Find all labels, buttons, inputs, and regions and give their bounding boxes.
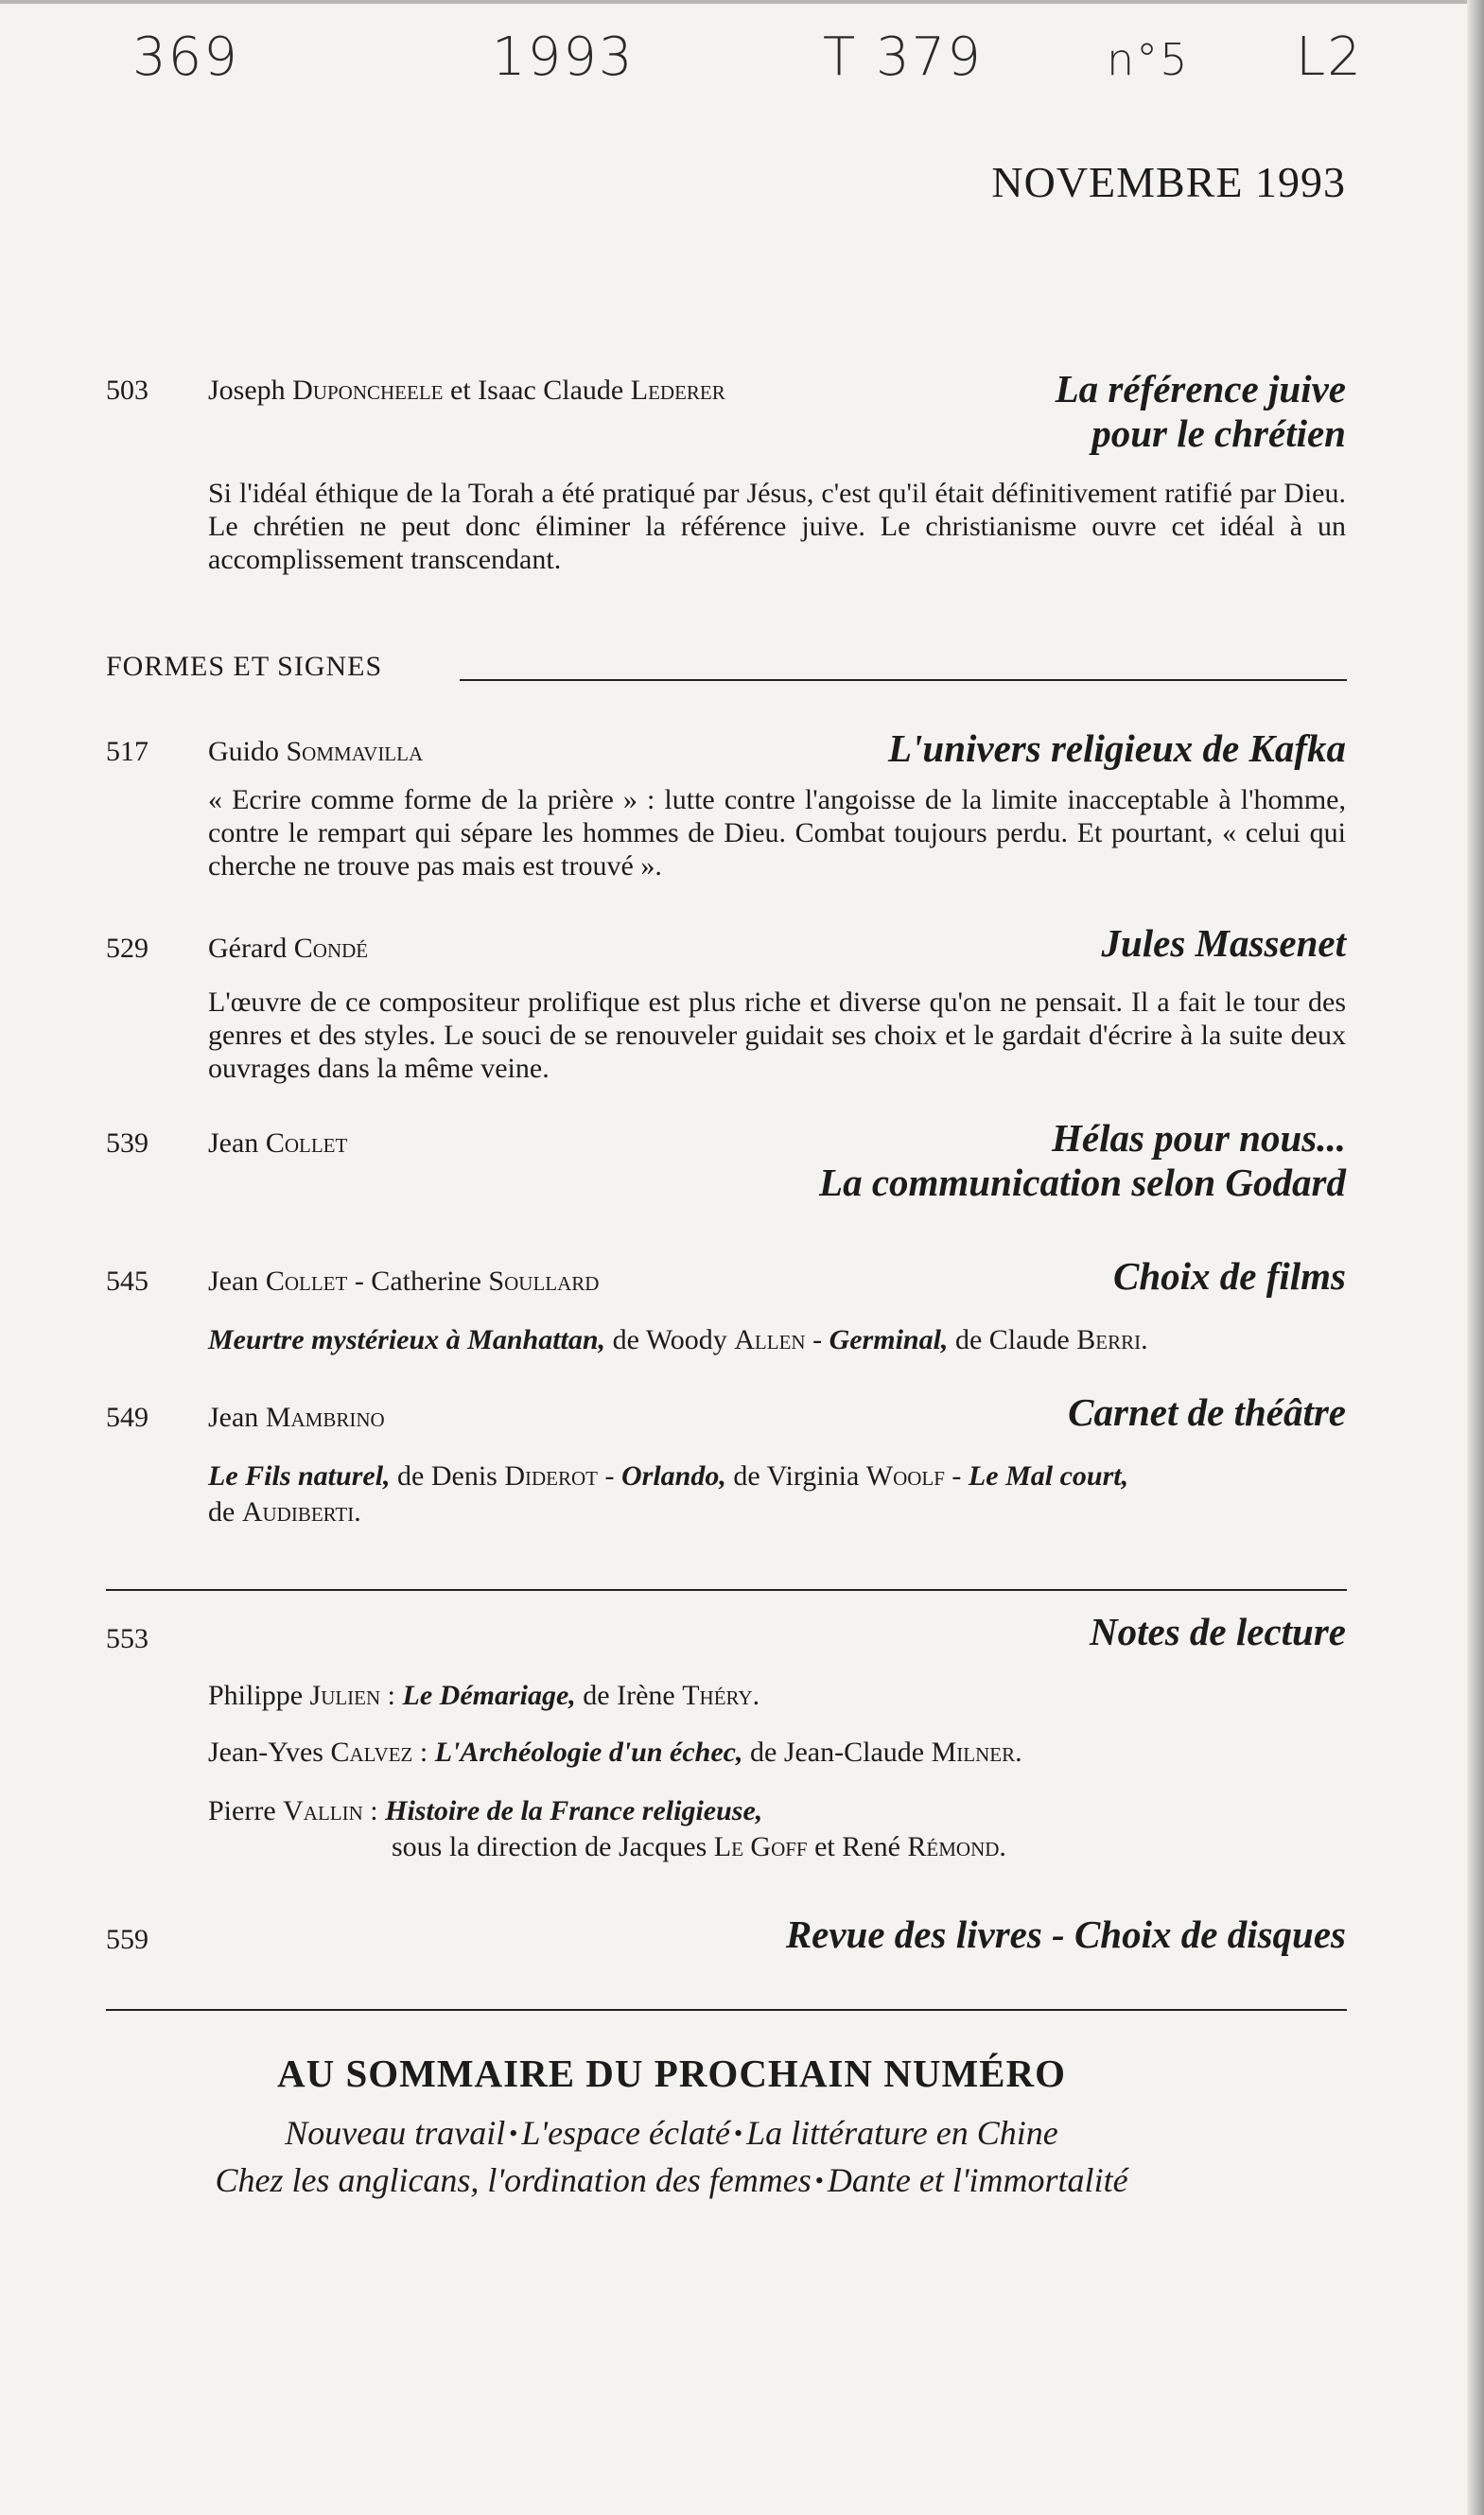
- play-list: Le Fils naturel, de Denis Diderot - Orlando, de Virginia Woolf - Le Mal court,: [208, 1460, 1129, 1492]
- article-title: Carnet de théâtre: [1068, 1390, 1346, 1434]
- page-number: 549: [106, 1402, 148, 1433]
- page-number: 539: [106, 1127, 148, 1159]
- page-number: 517: [106, 736, 148, 767]
- notes-title: Notes de lecture: [1090, 1610, 1346, 1653]
- handwritten-note: L2: [1296, 26, 1363, 88]
- note-item: Jean-Yves Calvez : L'Archéologie d'un échec, de Jean-Claude Milner.: [208, 1737, 1022, 1768]
- article-author: Gérard Condé: [208, 933, 369, 964]
- next-issue-line: Nouveau travail • L'espace éclaté • La littérature en Chine: [285, 2114, 1058, 2152]
- section-rule: [460, 679, 1347, 681]
- divider-rule: [106, 2009, 1347, 2011]
- article-title: Jules Massenet: [1101, 921, 1346, 965]
- next-issue-line: Chez les anglicans, l'ordination des femmes • Dante et l'immortalité: [215, 2161, 1128, 2199]
- page-number: 503: [106, 375, 148, 406]
- article-title: Choix de films: [1112, 1254, 1346, 1298]
- article-author: Jean Collet: [208, 1127, 348, 1159]
- page-number: 545: [106, 1266, 148, 1297]
- divider-rule: [106, 1589, 1347, 1591]
- article-blurb: « Ecrire comme forme de la prière » : lutte contre l'angoisse de la limite inacceptable à l'homme, contre le rempart qui sépare les hommes de Dieu. Combat toujours perdu. Et pourtant, « celui qui cherche ne trouve pas mais est trouvé ».: [208, 784, 1346, 882]
- article-author: Jean Mambrino: [208, 1402, 385, 1433]
- article-author: Guido Sommavilla: [208, 736, 424, 767]
- article-blurb: L'œuvre de ce compositeur prolifique est plus riche et diverse qu'on ne pensait. Il a fait le tour des genres et des styles. Le souci de se renouveler guidait ses choix et le gardait d'écrire à la suite deux ouvrages dans la même veine.: [208, 987, 1346, 1084]
- page-top-edge: [0, 0, 1484, 4]
- next-issue-title: AU SOMMAIRE DU PROCHAIN NUMÉRO: [276, 2052, 1067, 2095]
- article-title: Hélas pour nous... La communication selon Godard: [819, 1116, 1346, 1204]
- article-title: L'univers religieux de Kafka: [887, 726, 1346, 770]
- page-number: 553: [106, 1623, 148, 1654]
- note-item: Philippe Julien : Le Démariage, de Irène Théry.: [208, 1680, 760, 1711]
- film-list: Meurtre mystérieux à Manhattan, de Woody Allen - Germinal, de Claude Berri.: [208, 1324, 1148, 1355]
- note-item: Pierre Vallin : Histoire de la France religieuse,: [208, 1795, 763, 1826]
- reviews-title: Revue des livres - Choix de disques: [785, 1912, 1346, 1956]
- issue-date: NOVEMBRE 1993: [991, 158, 1346, 206]
- handwritten-note: n°5: [1107, 34, 1190, 85]
- section-label: FORMES ET SIGNES: [106, 651, 383, 682]
- article-author: Joseph Duponcheele et Isaac Claude Lederer: [208, 375, 725, 406]
- page-number: 529: [106, 933, 148, 964]
- article-blurb: Si l'idéal éthique de la Torah a été pratiqué par Jésus, c'est qu'il était définitivement ratifié par Dieu. Le chrétien ne peut donc éliminer la référence juive. Le christianisme ouvre cet idéal à un accomplissement transcendant.: [208, 478, 1346, 575]
- article-author: Jean Collet - Catherine Soullard: [208, 1266, 600, 1297]
- handwritten-note: 369: [132, 26, 239, 88]
- page-right-edge: [1467, 0, 1484, 2515]
- play-list-continued: de Audiberti.: [208, 1496, 361, 1528]
- note-item-continued: sous la direction de Jacques Le Goff et René Rémond.: [392, 1831, 1006, 1862]
- handwritten-note: 1993: [492, 26, 635, 88]
- article-title: La référence juive pour le chrétien: [1055, 367, 1346, 455]
- page-number: 559: [106, 1924, 148, 1955]
- handwritten-note: T 379: [823, 26, 983, 88]
